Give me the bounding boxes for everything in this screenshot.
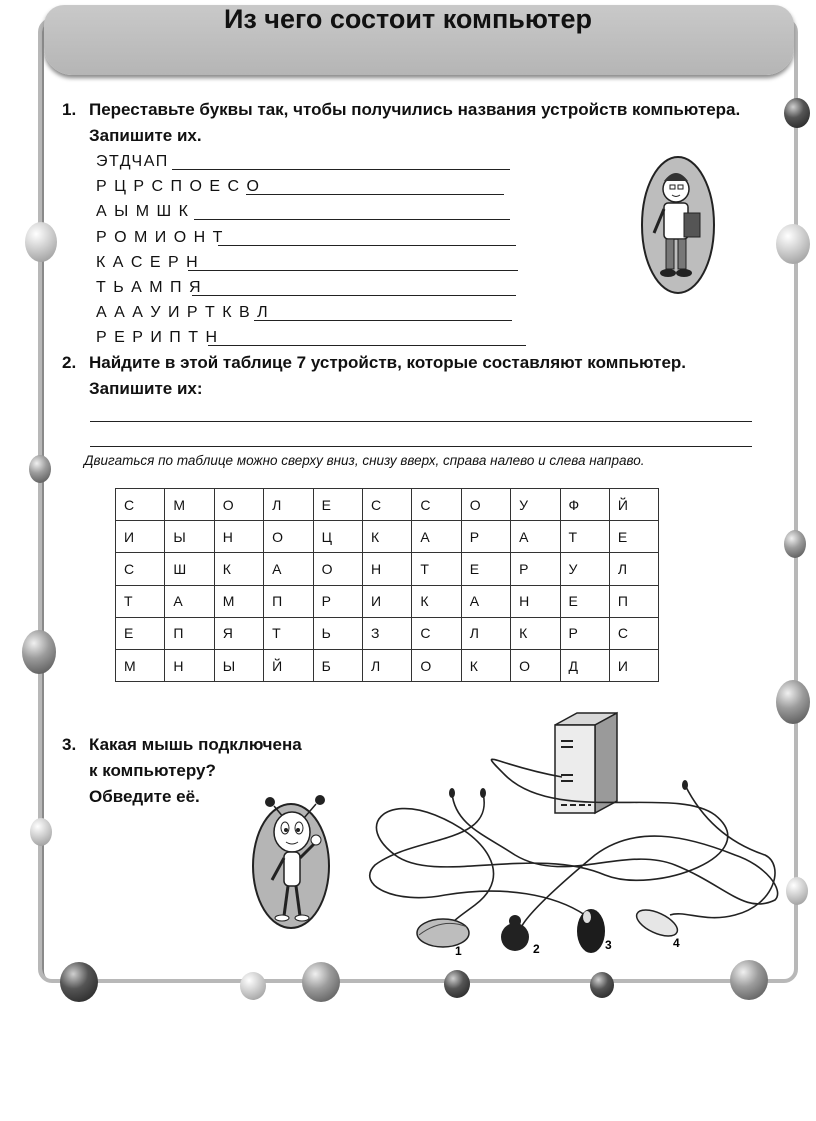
task-text: к компьютеру? (89, 761, 216, 780)
grid-cell[interactable]: Е (461, 553, 510, 585)
mouse-number: 2 (533, 942, 540, 956)
decor-ball (784, 98, 810, 128)
grid-cell[interactable]: Р (313, 585, 362, 617)
grid-cell[interactable]: П (165, 617, 214, 649)
grid-cell[interactable]: С (412, 489, 461, 521)
grid-cell[interactable]: И (362, 585, 411, 617)
grid-row (116, 617, 659, 649)
grid-cell[interactable]: А (412, 521, 461, 553)
hint-text: Двигаться по таблице можно сверху вниз, снизу вверх, справа налево и слева направо. (84, 453, 645, 468)
decor-ball (302, 962, 340, 1002)
boy-illustration (640, 155, 716, 295)
grid-cell[interactable]: П (264, 585, 313, 617)
grid-cell[interactable]: Ц (313, 521, 362, 553)
grid-cell[interactable]: К (214, 553, 263, 585)
grid-cell[interactable]: Е (560, 585, 609, 617)
grid-cell[interactable]: А (511, 521, 560, 553)
grid-cell[interactable]: У (560, 553, 609, 585)
decor-ball (30, 818, 52, 846)
answer-line (90, 421, 752, 422)
grid-cell[interactable]: С (116, 489, 165, 521)
task-text: Найдите в этой таблице 7 устройств, которые составляют компьютер. (89, 353, 687, 372)
computer-tower-icon (555, 713, 617, 813)
grid-cell[interactable]: Н (511, 585, 560, 617)
task-text: Запишите их. (89, 126, 202, 145)
mouse-icon[interactable] (417, 919, 469, 947)
grid-cell[interactable]: С (609, 617, 658, 649)
grid-cell[interactable]: О (264, 521, 313, 553)
anagram-row (96, 278, 202, 298)
grid-cell[interactable]: С (362, 489, 411, 521)
decor-ball (784, 530, 806, 558)
grid-cell[interactable]: Р (511, 553, 560, 585)
grid-cell[interactable]: Ф (560, 489, 609, 521)
task-text: Переставьте буквы так, чтобы получились названия устройств компьютера. (89, 100, 741, 119)
grid-cell[interactable]: З (362, 617, 411, 649)
decor-ball (240, 972, 266, 1000)
grid-cell[interactable]: Ш (165, 553, 214, 585)
grid-cell[interactable]: Т (412, 553, 461, 585)
decor-ball (776, 224, 810, 264)
grid-cell[interactable]: К (412, 585, 461, 617)
letter-grid (115, 488, 659, 682)
anagram-word: А Ы М Ш К (96, 203, 190, 220)
grid-cell[interactable]: Я (214, 617, 263, 649)
anagram-row (96, 303, 269, 323)
grid-cell[interactable]: И (609, 649, 658, 681)
grid-cell[interactable]: Е (609, 521, 658, 553)
grid-cell[interactable]: Д (560, 649, 609, 681)
grid-row (116, 521, 659, 553)
task-number: 1. (62, 100, 77, 119)
grid-cell[interactable]: Н (214, 521, 263, 553)
grid-cell[interactable]: Н (165, 649, 214, 681)
grid-cell[interactable]: Б (313, 649, 362, 681)
grid-cell[interactable]: Ы (165, 521, 214, 553)
grid-cell[interactable]: О (313, 553, 362, 585)
decor-ball (730, 960, 768, 1000)
decor-ball (29, 455, 51, 483)
decor-ball (25, 222, 57, 262)
grid-cell[interactable]: М (214, 585, 263, 617)
grid-cell[interactable]: Ь (313, 617, 362, 649)
anagram-row (96, 202, 189, 222)
task-text: Какая мышь подключена (89, 735, 302, 754)
grid-cell[interactable]: Н (362, 553, 411, 585)
anagram-word: Т Ь А М П Я (96, 279, 203, 296)
grid-cell[interactable]: П (609, 585, 658, 617)
anagram-row (96, 228, 224, 248)
grid-cell[interactable]: Л (609, 553, 658, 585)
grid-cell[interactable]: Р (461, 521, 510, 553)
grid-cell[interactable]: Т (560, 521, 609, 553)
grid-cell[interactable]: А (264, 553, 313, 585)
grid-cell[interactable]: Ы (214, 649, 263, 681)
grid-row (116, 553, 659, 585)
grid-cell[interactable]: К (511, 617, 560, 649)
decor-ball (60, 962, 98, 1002)
grid-cell[interactable]: Е (116, 617, 165, 649)
grid-cell[interactable]: О (214, 489, 263, 521)
anagram-row (96, 177, 260, 197)
grid-cell[interactable]: Й (609, 489, 658, 521)
mouse-number: 3 (605, 938, 612, 952)
grid-cell[interactable]: О (511, 649, 560, 681)
anagram-word: ЭТДЧАП (96, 153, 169, 170)
anagram-word: Р О М И О Н Т (96, 229, 224, 246)
task-text: Обведите её. (89, 787, 200, 806)
task-text: Запишите их: (89, 379, 203, 398)
anagram-row (96, 253, 199, 273)
decor-ball (590, 972, 614, 998)
grid-cell[interactable]: Р (560, 617, 609, 649)
task-number: 3. (62, 735, 77, 754)
decor-ball (444, 970, 470, 998)
grid-cell[interactable]: У (511, 489, 560, 521)
grid-cell[interactable]: С (412, 617, 461, 649)
answer-line (90, 446, 752, 447)
grid-cell[interactable]: Т (264, 617, 313, 649)
decor-ball (22, 630, 56, 674)
anagram-row (96, 328, 219, 348)
page-title: Из чего состоит компьютер (223, 4, 593, 34)
grid-cell[interactable]: К (461, 649, 510, 681)
grid-row (116, 489, 659, 521)
robot-illustration (248, 792, 334, 932)
grid-cell[interactable]: А (165, 585, 214, 617)
decor-ball (786, 877, 808, 905)
grid-cell[interactable]: А (461, 585, 510, 617)
anagram-word: К А С Е Р Н (96, 254, 200, 271)
task-number: 2. (62, 353, 77, 372)
grid-cell[interactable]: С (116, 553, 165, 585)
anagram-word: Р Е Р И П Т Н (96, 329, 219, 346)
mouse-number: 1 (455, 944, 462, 958)
mouse-puzzle-illustration (355, 705, 785, 965)
grid-cell[interactable]: Л (362, 649, 411, 681)
grid-cell[interactable]: Й (264, 649, 313, 681)
grid-row (116, 649, 659, 681)
mouse-icon[interactable] (577, 909, 605, 953)
grid-cell[interactable]: К (362, 521, 411, 553)
grid-cell[interactable]: М (165, 489, 214, 521)
grid-cell[interactable]: Т (116, 585, 165, 617)
grid-cell[interactable]: И (116, 521, 165, 553)
grid-cell[interactable]: О (412, 649, 461, 681)
anagram-word: А А А У И Р Т К В Л (96, 304, 270, 321)
grid-cell[interactable]: Л (264, 489, 313, 521)
anagram-word: Р Ц Р С П О Е С О (96, 178, 261, 195)
mouse-number: 4 (673, 936, 680, 950)
grid-cell[interactable]: Л (461, 617, 510, 649)
anagram-row (96, 152, 169, 172)
grid-cell[interactable]: О (461, 489, 510, 521)
grid-cell[interactable]: Е (313, 489, 362, 521)
grid-row (116, 585, 659, 617)
grid-cell[interactable]: М (116, 649, 165, 681)
